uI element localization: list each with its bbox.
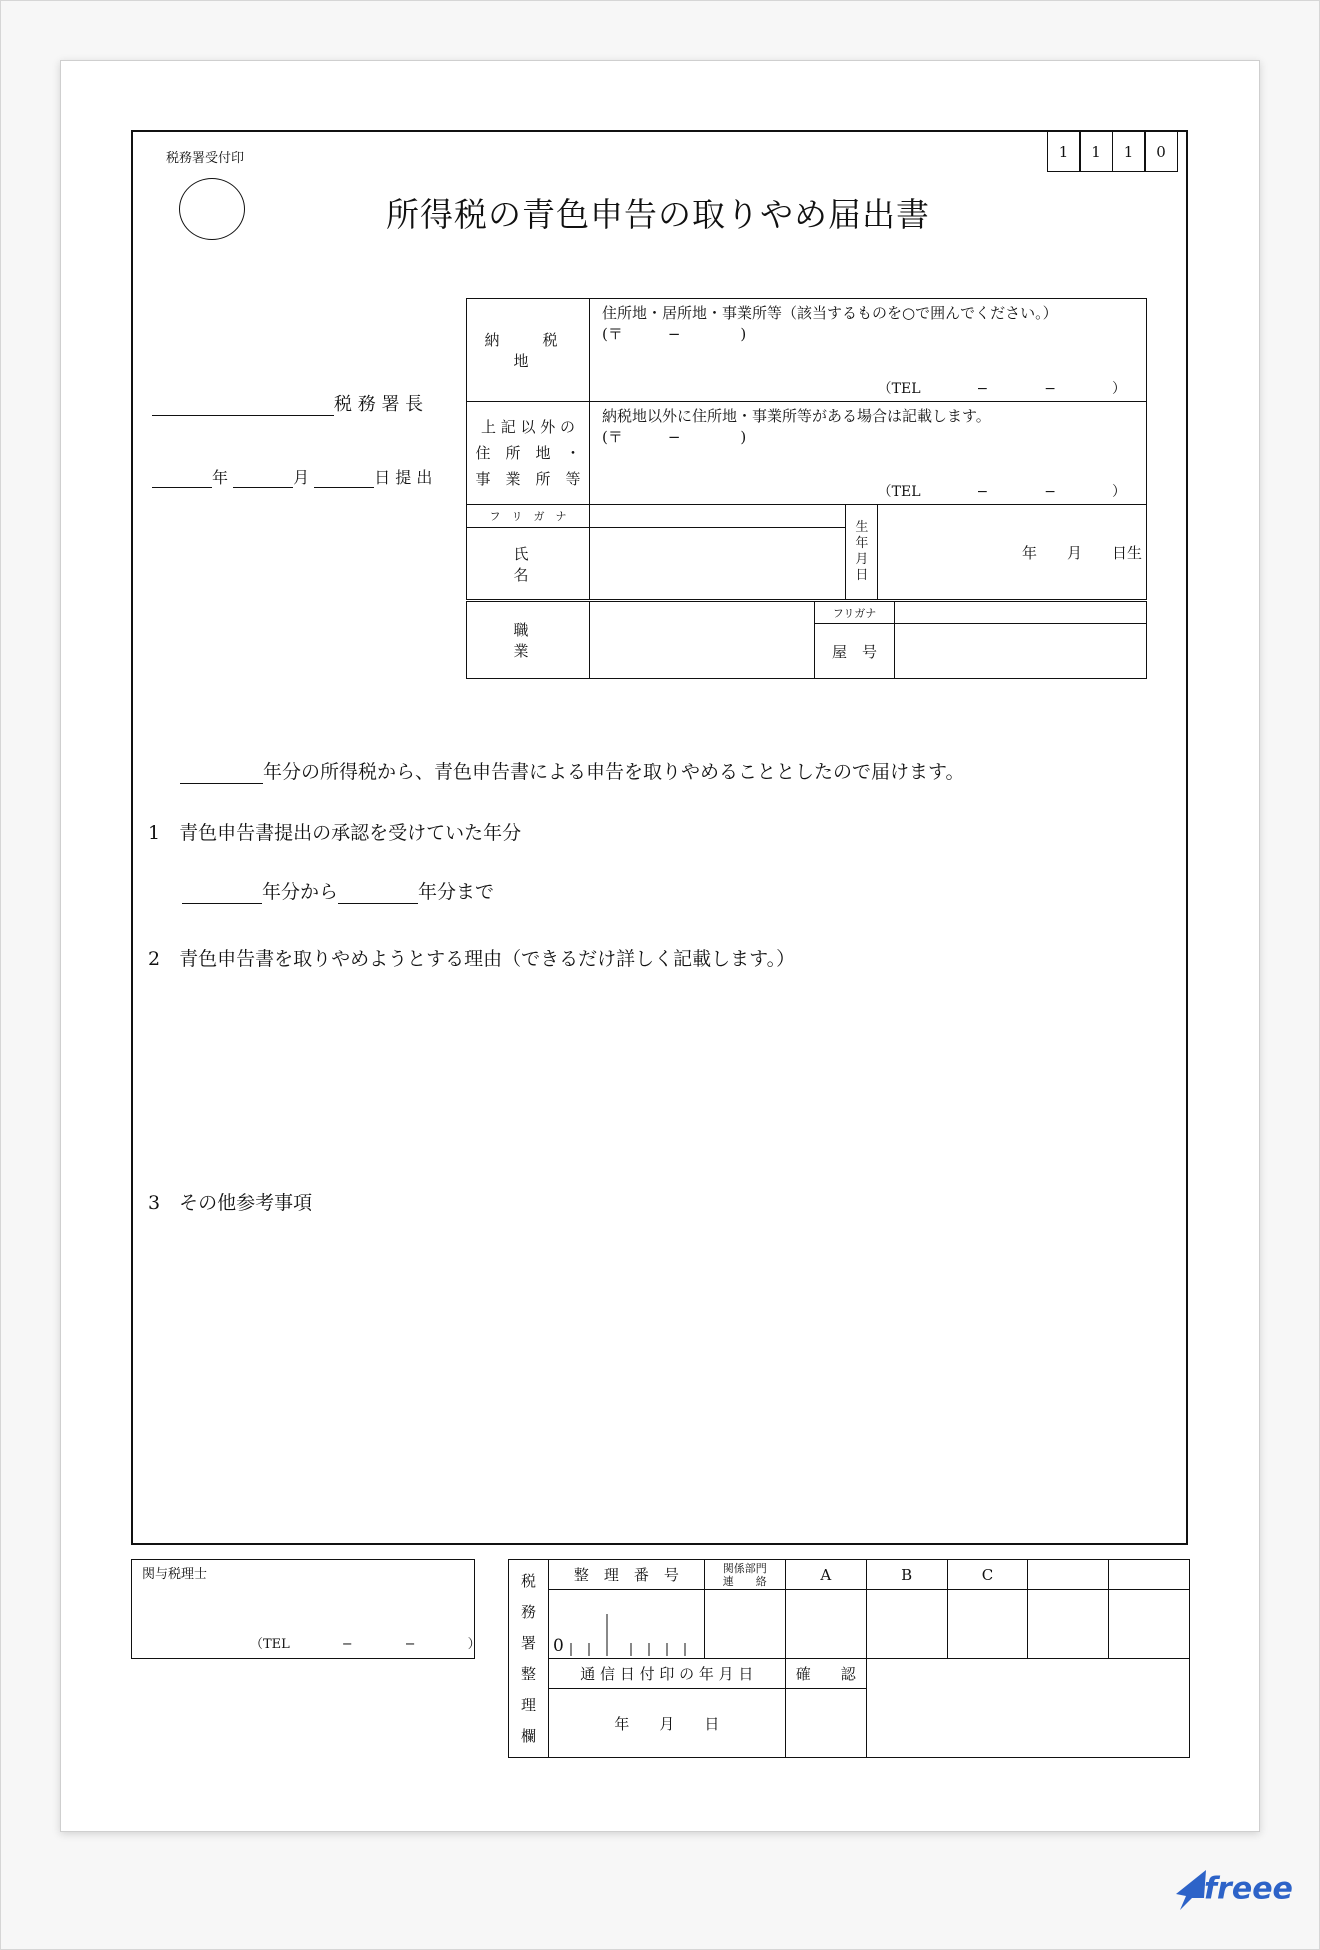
- birth-field[interactable]: 年 月 日生: [878, 505, 1147, 600]
- col-b-field[interactable]: [866, 1590, 947, 1659]
- occupation-field[interactable]: [589, 602, 814, 679]
- kankei-label: 関係部門 連 絡: [704, 1560, 785, 1590]
- item1-from-field[interactable]: [182, 881, 262, 904]
- submit-year-field[interactable]: [152, 468, 212, 488]
- freee-wordmark: freee: [1204, 1871, 1293, 1907]
- submit-day-field[interactable]: [314, 468, 374, 488]
- other-address-postal: (〒 − ): [601, 428, 747, 446]
- kakunin-field[interactable]: [785, 1689, 866, 1758]
- form-code-digit: 1: [1079, 131, 1113, 172]
- nozeichi-tel: （TEL − − ）: [877, 381, 1126, 397]
- office-use-side-label: 税 務 署 整 理 欄: [509, 1560, 549, 1758]
- furigana2-label: フリガナ: [814, 602, 895, 624]
- form-code-digit: 1: [1112, 131, 1146, 172]
- kankei-field[interactable]: [704, 1590, 785, 1659]
- applicant-table: [466, 298, 1147, 600]
- number-tick-marks: [549, 1590, 705, 1659]
- form-code-digit: 0: [1144, 131, 1178, 172]
- blank-header-cell: [1028, 1560, 1109, 1590]
- item2-heading: 2 青色申告書を取りやめようとする理由（できるだけ詳しく記載します。）: [148, 948, 796, 970]
- tsushin-label: 通 信 日 付 印 の 年 月 日: [548, 1659, 785, 1689]
- form-code: [1048, 131, 1178, 172]
- furigana-field[interactable]: [589, 505, 845, 528]
- shop-label: 屋 号: [814, 624, 895, 679]
- submit-year-label: 年: [212, 468, 229, 487]
- intro-text: 年分の所得税から、青色申告書による申告を取りやめることとしたので届けます。: [263, 761, 965, 783]
- freee-logo: [1170, 1868, 1293, 1912]
- number-prefix: 0: [552, 1636, 564, 1656]
- name-field[interactable]: [589, 528, 845, 600]
- occupation-table: [466, 601, 1147, 679]
- birth-label: 生 年 月 日: [846, 505, 878, 600]
- tsushin-date-field[interactable]: 年 月 日: [548, 1689, 785, 1758]
- tax-accountant-box[interactable]: [131, 1559, 481, 1659]
- office-use-table: [508, 1559, 1190, 1758]
- submit-month-label: 月: [293, 468, 310, 487]
- submit-day-label: 日 提 出: [374, 468, 433, 487]
- item1-to-label: 年分まで: [418, 881, 495, 903]
- intro-line: [180, 757, 964, 784]
- shop-furigana-field[interactable]: [895, 602, 1147, 624]
- other-address-label: 上 記 以 外 の 住 所 地 ・ 事 業 所 等: [467, 402, 590, 505]
- other-address-tel: （TEL − − ）: [877, 484, 1126, 500]
- item1-heading: 1 青色申告書提出の承認を受けていた年分: [148, 822, 522, 844]
- tax-office-field[interactable]: [152, 394, 334, 416]
- blank-field[interactable]: [1028, 1590, 1109, 1659]
- nozeichi-postal: (〒 − ): [601, 325, 747, 343]
- intro-year-field[interactable]: [180, 761, 263, 784]
- tax-accountant-label: 関与税理士: [142, 1567, 208, 1582]
- seiri-bango-label: 整 理 番 号: [548, 1560, 704, 1590]
- nozeichi-label: 納 税 地: [467, 299, 590, 402]
- item1-from-label: 年分から: [262, 881, 339, 903]
- seiri-bango-field[interactable]: [548, 1590, 704, 1659]
- other-address-field[interactable]: [589, 402, 1146, 505]
- office-use-blank: [866, 1659, 1189, 1758]
- blank-header-cell: [1109, 1560, 1190, 1590]
- tax-office-suffix: 税 務 署 長: [334, 394, 424, 415]
- tax-accountant-tel: （TEL − − ）: [250, 1637, 481, 1652]
- other-address-note: 納税地以外に住所地・事業所等がある場合は記載します。: [601, 407, 991, 425]
- item2-field[interactable]: [180, 985, 1160, 1165]
- item1-to-field[interactable]: [338, 881, 418, 904]
- tax-office-line: [152, 390, 423, 416]
- item1-years-line: [182, 877, 494, 904]
- col-c-field[interactable]: [947, 1590, 1028, 1659]
- nozeichi-field[interactable]: [589, 299, 1146, 402]
- col-a-label: A: [785, 1560, 866, 1590]
- stamp-label: 税務署受付印: [166, 151, 245, 166]
- occupation-label: 職 業: [467, 602, 590, 679]
- item3-field[interactable]: [180, 1230, 1160, 1520]
- col-c-label: C: [947, 1560, 1028, 1590]
- nozeichi-note: 住所地・居所地・事業所等（該当するものを○で囲んでください。）: [601, 304, 1058, 322]
- shop-field[interactable]: [895, 624, 1147, 679]
- submit-date-line: [152, 465, 432, 488]
- document-title: 所得税の青色申告の取りやめ届出書: [386, 195, 930, 234]
- col-a-field[interactable]: [785, 1590, 866, 1659]
- furigana-label: フ リ ガ ナ: [467, 505, 590, 528]
- blank-field[interactable]: [1109, 1590, 1190, 1659]
- kakunin-label: 確 認: [785, 1659, 866, 1689]
- name-label: 氏 名: [467, 528, 590, 600]
- submit-month-field[interactable]: [233, 468, 293, 488]
- form-code-digit: 1: [1047, 131, 1081, 172]
- col-b-label: B: [866, 1560, 947, 1590]
- item3-heading: 3 その他参考事項: [148, 1192, 313, 1214]
- stamp-circle: [179, 178, 245, 240]
